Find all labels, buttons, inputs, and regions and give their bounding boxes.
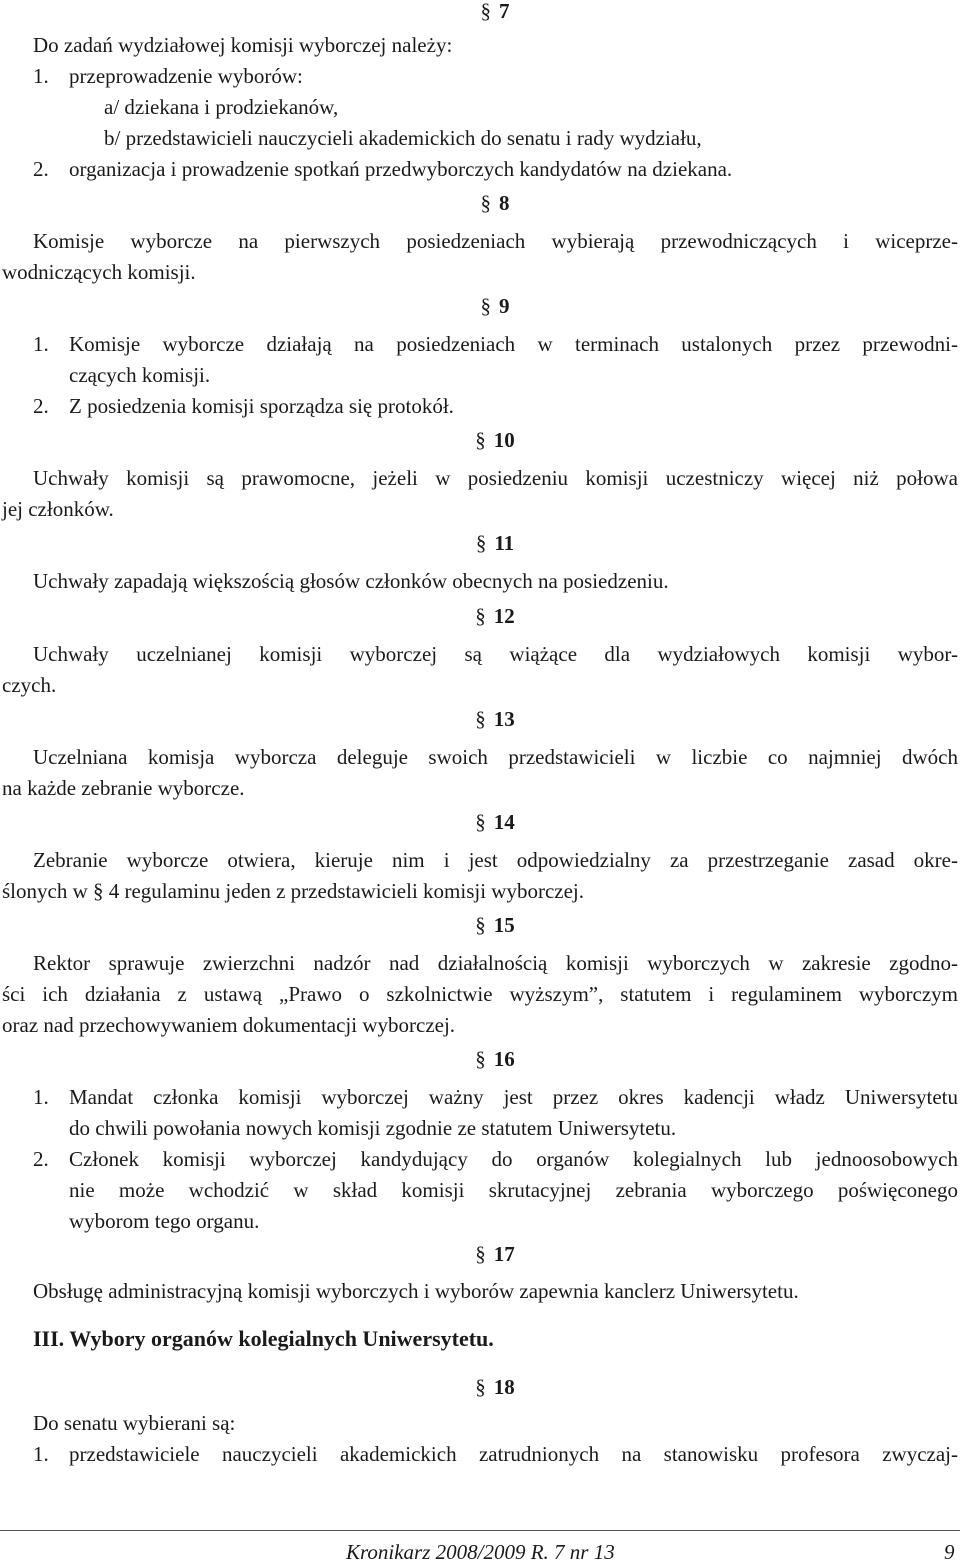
section-symbol: § [475,1047,486,1071]
text-line: oraz nad przechowywaniem dokumentacji wyborczej. [2,1013,456,1037]
sub-item: a/ dziekana i prodziekanów, [104,95,339,119]
text-line: Obsługę administracyjną komisji wyborczych i wyborów zapewnia kanclerz Uniwersytetu. [33,1279,799,1303]
list-item: nie może wchodzić w skład komisji skrutacyjnej zebrania wyborczego poświęconego [69,1178,958,1202]
list-item: czących komisji. [69,363,211,387]
section-symbol: § [475,913,486,937]
sub-item: b/ przedstawicieli nauczycieli akademickich do senatu i rady wydziału, [104,126,702,150]
section-number: 17 [493,1242,515,1266]
section-symbol: § [475,1375,486,1399]
section-symbol: § [480,191,491,215]
section-number: 7 [499,0,510,23]
section-symbol: § [475,428,486,452]
list-number: 2. [33,157,49,181]
section-symbol: § [480,0,491,23]
section-8-heading [0,188,960,218]
text-line: ślonych w § 4 regulaminu jeden z przedstawicieli komisji wyborczej. [2,879,585,903]
list-item: Mandat członka komisji wyborczej ważny jest przez okres kadencji władz Uniwersytetu [69,1085,958,1109]
list-item: do chwili powołania nowych komisji zgodnie ze statutem Uniwersytetu. [69,1116,677,1140]
page-number: 9 [944,1540,955,1564]
section-13-heading [0,704,960,734]
section-11-heading [0,528,960,558]
list-number: 1. [33,332,49,356]
text-line: na każde zebranie wyborcze. [2,776,245,800]
list-number: 2. [33,1147,49,1171]
text-line: wodniczących komisji. [2,260,196,284]
footer-journal: Kronikarz 2008/2009 R. 7 nr 13 [346,1540,615,1564]
text-line: Do senatu wybierani są: [33,1411,236,1435]
section-number: 15 [493,913,515,937]
section-number: 18 [493,1375,515,1399]
text-line: Rektor sprawuje zwierzchni nadzór nad działalnością komisji wyborczych w zakresie zgodno- [33,951,958,975]
chapter-heading: III. Wybory organów kolegialnych Uniwersytetu. [33,1326,494,1351]
section-symbol: § [475,604,486,628]
text-line: Do zadań wydziałowej komisji wyborczej należy: [33,33,453,57]
section-number: 11 [494,531,515,555]
list-item: Komisje wyborcze działają na posiedzeniach w terminach ustalonych przez przewodni- [69,332,958,356]
text-line: ści ich działania z ustawą „Prawo o szkolnictwie wyższym”, statutem i regulaminem wyborczym [2,982,958,1006]
section-number: 9 [499,294,510,318]
section-12-heading [0,601,960,631]
text-line: Uchwały uczelnianej komisji wyborczej są wiążące dla wydziałowych komisji wybor- [33,642,958,666]
section-18-heading [0,1372,960,1402]
section-7-heading [0,0,960,26]
section-symbol: § [475,1242,486,1266]
list-item: wyborom tego organu. [69,1209,260,1233]
section-number: 10 [493,428,515,452]
text-line: Uchwały zapadają większością głosów członków obecnych na posiedzeniu. [33,569,669,593]
text-line: Uchwały komisji są prawomocne, jeżeli w posiedzeniu komisji uczestniczy więcej niż połowa [33,466,958,490]
section-17-heading [0,1239,960,1269]
text-line: Komisje wyborcze na pierwszych posiedzeniach wybierają przewodniczących i wiceprze- [33,229,958,253]
section-number: 8 [499,191,510,215]
list-number: 2. [33,394,49,418]
section-16-heading [0,1044,960,1074]
list-item: przeprowadzenie wyborów: [69,64,303,88]
text-line: Zebranie wyborcze otwiera, kieruje nim i jest odpowiedzialny za przestrzeganie zasad okre- [33,848,958,872]
text-line: Uczelniana komisja wyborcza deleguje swoich przedstawicieli w liczbie co najmniej dwóch [33,745,958,769]
footer-divider [0,1530,960,1531]
section-10-heading [0,425,960,455]
section-14-heading [0,807,960,837]
list-item: organizacja i prowadzenie spotkań przedwyborczych kandydatów na dziekana. [69,157,733,181]
section-15-heading [0,910,960,940]
section-symbol: § [475,810,486,834]
section-number: 16 [493,1047,515,1071]
list-item: Z posiedzenia komisji sporządza się protokół. [69,394,454,418]
list-item: przedstawiciele nauczycieli akademickich zatrudnionych na stanowisku profesora zwyczaj- [69,1442,958,1466]
section-symbol: § [480,294,491,318]
list-number: 1. [33,1442,49,1466]
list-number: 1. [33,1085,49,1109]
section-symbol: § [475,531,487,555]
section-symbol: § [475,707,486,731]
section-9-heading [0,291,960,321]
text-line: jej członków. [2,497,114,521]
section-number: 14 [493,810,515,834]
text-line: czych. [2,673,57,697]
list-item: Członek komisji wyborczej kandydujący do organów kolegialnych lub jednoosobowych [69,1147,958,1171]
section-number: 13 [493,707,515,731]
section-number: 12 [493,604,515,628]
list-number: 1. [33,64,49,88]
